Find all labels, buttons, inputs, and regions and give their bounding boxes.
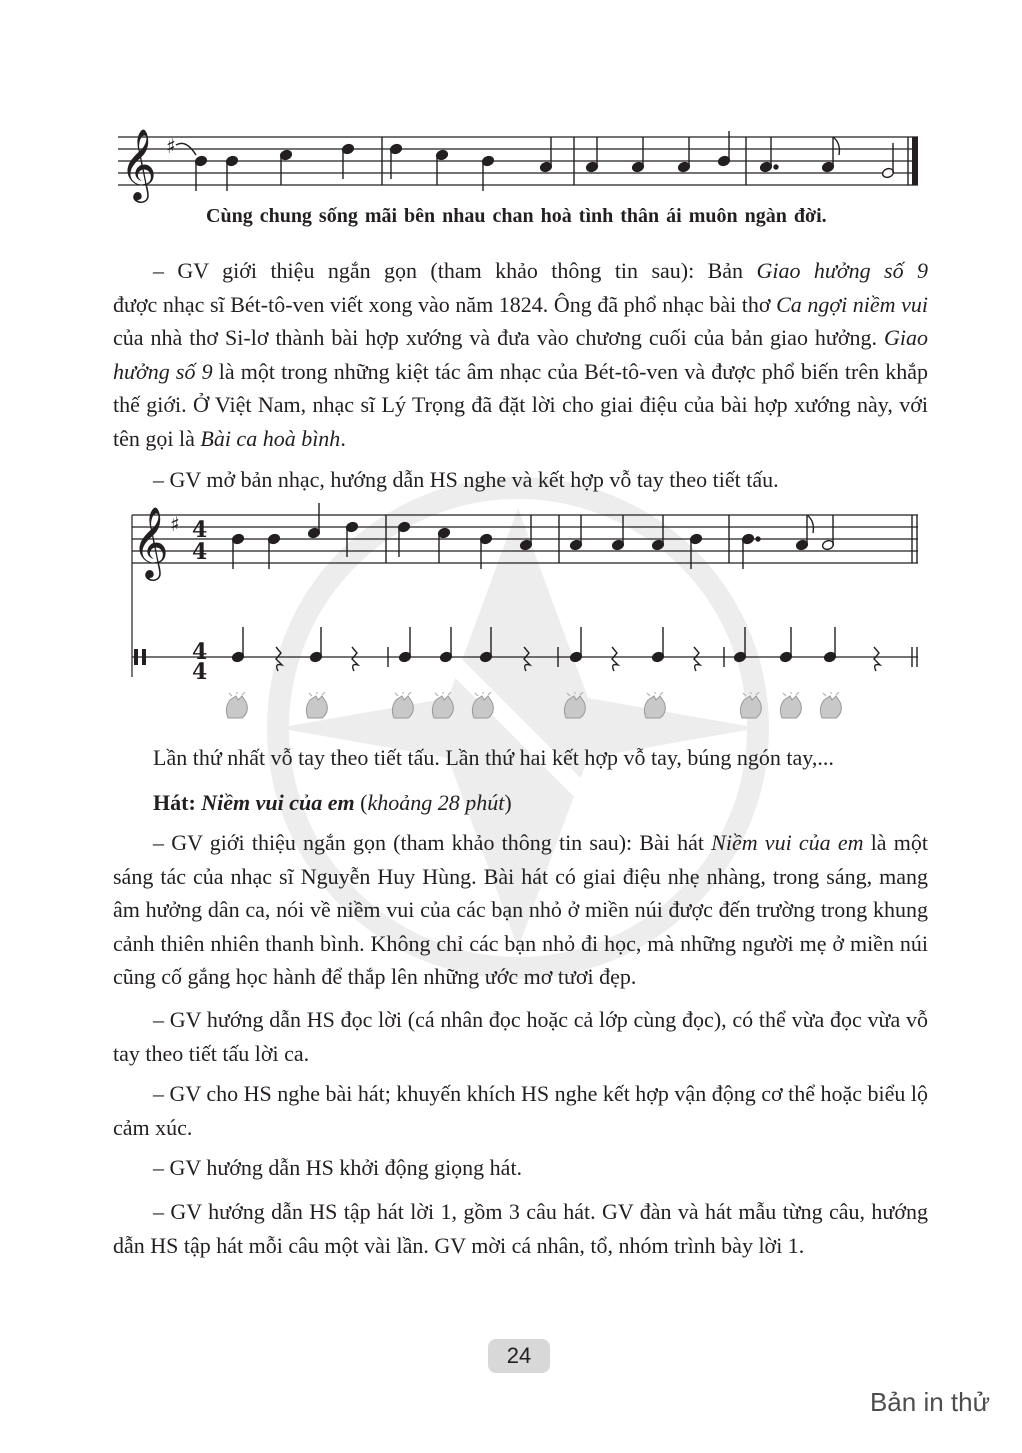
rest-symbol: [694, 647, 700, 671]
clapping-hands-icon: [302, 692, 332, 722]
song-title: Niềm vui của em: [201, 790, 355, 815]
rest-symbol: [524, 647, 530, 671]
clapping-hands-icon: [640, 692, 670, 722]
song-heading: Hát: Niềm vui của em (khoảng 28 phút): [153, 790, 512, 815]
work-title: Giao hưởng số 9: [113, 325, 928, 384]
svg-text:4: 4: [192, 639, 208, 665]
clapping-hands-icon: [816, 692, 846, 722]
music-staff-1: [118, 125, 923, 205]
note-flag: [833, 137, 839, 155]
staff-lyric: Cùng chung sống mãi bên nhau chan hoà tình thân ái muôn ngàn đời.: [206, 205, 827, 227]
draft-label: Bản in thử: [869, 1387, 990, 1417]
rest-symbol: [352, 647, 358, 671]
clapping-hands-icon: [388, 692, 418, 722]
clapping-hands-icon: [428, 692, 458, 722]
reading-instruction: – GV hướng dẫn HS đọc lời (cá nhân đọc hoặc cả lớp cùng đọc), có thể vừa đọc vừa vỗ tay theo tiết tấu lời ca.: [113, 1007, 928, 1066]
svg-text:♯: ♯: [166, 134, 176, 158]
clapping-hands-icon: [468, 692, 498, 722]
song-intro-paragraph: [113, 826, 928, 994]
text-span: của nhà thơ Si-lơ thành bài hợp xướng và đưa vào chương cuối của bản giao hưởng.: [113, 325, 884, 350]
text-span: .: [340, 425, 346, 451]
heading-label: Hát:: [153, 790, 196, 815]
listening-instruction: – GV cho HS nghe bài hát; khuyến khích HS nghe kết hợp vận động cơ thể hoặc biểu lộ cảm xúc.: [113, 1081, 928, 1140]
practice-instruction: – GV hướng dẫn HS tập hát lời 1, gồm 3 câu hát. GV đàn và hát mẫu từng câu, hướng dẫn HS tập hát mỗi câu một vài lần. GV mời cá nhân, tổ, nhóm trình bày lời 1.: [113, 1199, 928, 1258]
note-flag: [807, 515, 813, 533]
text-span: là một sáng tác của nhạc sĩ Nguyễn Huy Hùng. Bài hát có giai điệu nhẹ nhàng, trong sáng, mang âm hưởng dân ca, nói về niềm vui của các bạn nhỏ ở miền núi được đến trường trong khung cảnh thiên nhiên thanh bình. Không chỉ các bạn nhỏ đi học, mà những người mẹ ở miền núi cũng cố gắng học hành để thắp lên những ước mơ tươi đẹp.: [113, 830, 928, 989]
rest-symbol: [612, 647, 618, 671]
work-title: Giao hưởng số 9: [756, 258, 928, 283]
warmup-instruction: – GV hướng dẫn HS khởi động giọng hát.: [153, 1155, 523, 1180]
clapping-hands-icon: [736, 692, 766, 722]
svg-text:4: 4: [192, 517, 208, 543]
rest-symbol: [874, 647, 880, 671]
rest-symbol: [276, 647, 282, 671]
treble-clef-icon: 𝄞: [132, 505, 169, 578]
text-span: – GV giới thiệu ngắn gọn (tham khảo thông tin sau): Bản: [153, 258, 757, 283]
svg-text:4: 4: [192, 539, 208, 565]
song-title: Bài ca hoà bình: [200, 425, 341, 451]
page-number: 24: [488, 1339, 550, 1373]
treble-clef-icon: 𝄞: [120, 127, 157, 200]
clapping-hands-icon: [560, 692, 590, 722]
text-span: là một trong những kiệt tác âm nhạc của Bét-tô-ven và được phổ biến trên khắp thế giới. Ở Việt Nam, nhạc sĩ Lý Trọng đã đặt lời cho giai điệu của bài hợp xướng này, với tên gọi là: [113, 358, 928, 451]
listen-instruction: – GV mở bản nhạc, hướng dẫn HS nghe và kết hợp vỗ tay theo tiết tấu.: [153, 467, 779, 492]
note-dot: [756, 537, 760, 541]
clap-instruction: Lần thứ nhất vỗ tay theo tiết tấu. Lần thứ hai kết hợp vỗ tay, búng ngón tay,...: [153, 745, 834, 770]
text-span: – GV giới thiệu ngắn gọn (tham khảo thông tin sau): Bài hát: [153, 830, 712, 855]
song-title: Niềm vui của em: [711, 830, 864, 855]
svg-text:4: 4: [192, 659, 208, 685]
clapping-hands-icon: [776, 692, 806, 722]
text-span: được nhạc sĩ Bét-tô-ven viết xong vào năm 1824. Ông đã phổ nhạc bài thơ: [113, 291, 777, 317]
svg-text:♯: ♯: [170, 512, 180, 536]
duration: khoảng 28 phút: [367, 790, 505, 815]
clapping-hands-icon: [222, 692, 252, 722]
poem-title: Ca ngợi niềm vui: [776, 291, 928, 317]
music-staff-2: [118, 497, 923, 687]
note-dot: [774, 165, 778, 169]
intro-paragraph-symphony: [113, 254, 928, 455]
